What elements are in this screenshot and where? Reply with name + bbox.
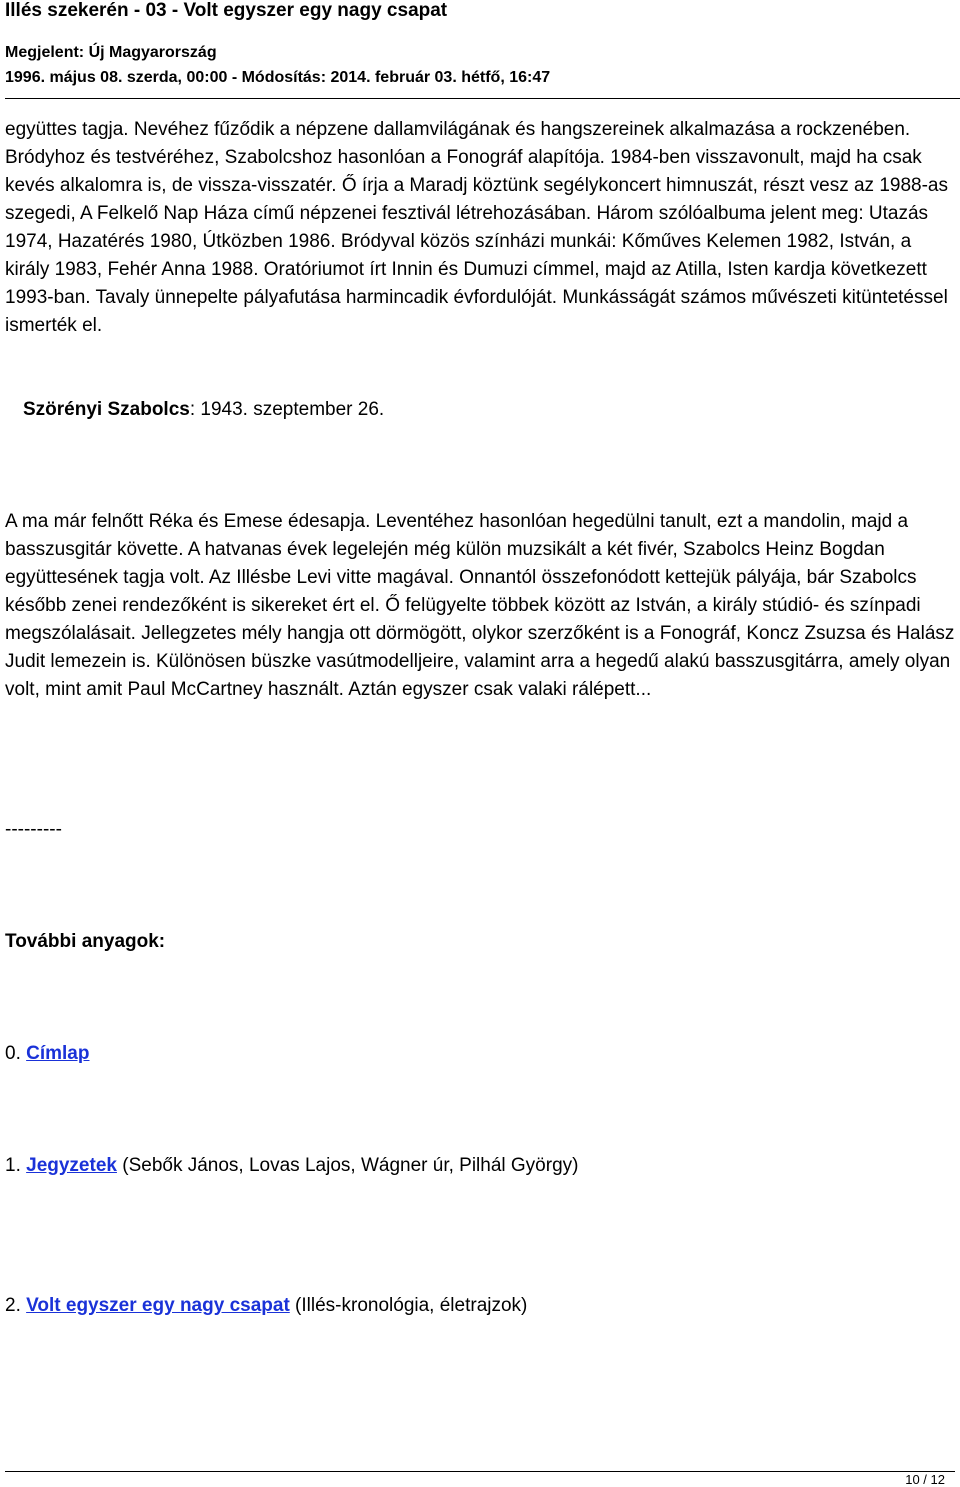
footer-divider: [5, 1471, 955, 1472]
link-cimlap[interactable]: Címlap: [26, 1043, 90, 1064]
list-item-number: 1.: [5, 1155, 27, 1176]
header-divider: [5, 98, 960, 99]
paragraph-2-text: A ma már felnőtt Réka és Emese édesapja. Leventéhez hasonlóan hegedülni tanult, ezt a mandolin, majd a basszusgitár követte. A hatvanas évek legelején még külön muzsikált a két fivér, Szabolcs Heinz Bogdan együttesének tagja volt. Az Illésbe Levi vitte magával. Onnantól összefonódott kettejük pályája, bár Szabolcs később zenei rendezőként is sikereket ért el. Ő felügyelte többek között az István, a király stúdió- és színpadi megszólalásait. Jellegzetes mély hangja ott dörmögött, olykor szerzőként is a Fonográf, Koncz Zsuzsa és Halász Judit lemezein is. Különösen büszke vasútmodelljeire, valamint arra a hegedű alakú basszusgitárra, amely olyan volt, mint amit Paul McCartney használt. Aztán egyszer csak valaki rálépett...: [5, 511, 955, 700]
paragraph-1-text: együttes tagja. Nevéhez fűződik a népzene dallamvilágának és hangszereinek alkalmazása a rockzenében. Bródyhoz és testvéréhez, Szabolcshoz hasonlóan a Fonográf alapítója. 1984-ben visszavonult, majd ha csak kevés alkalomra is, de vissza-visszatér. Ő írja a Maradj köztünk segélykoncert himnuszát, részt vesz az 1988-as szegedi, A Felkelő Nap Háza című népzenei fesztivál létrehozásában. Három szólóalbuma jelent meg: Utazás 1974, Hazatérés 1980, Útközben 1986. Bródyval közös színházi munkái: Kőműves Kelemen 1982, István, a király 1983, Fehér Anna 1988. Oratóriumot írt Innin és Dumuzi címmel, majd az Atilla, Isten kardja következett 1993-ban. Tavaly ünnepelte pályafutása harmincadik évfordulóját. Munkásságát számos művészeti kitüntetéssel ismerték el.: [5, 119, 948, 336]
published-info: Megjelent: Új Magyarország: [5, 44, 217, 61]
list-item: [5, 1040, 955, 1068]
list-item-number: 2.: [5, 1295, 27, 1316]
separator: ---------: [5, 819, 62, 840]
page-number: 10 / 12: [905, 1472, 945, 1487]
link-jegyzetek[interactable]: Jegyzetek: [26, 1155, 117, 1176]
list-item-number: 0.: [5, 1043, 27, 1064]
list-item: [5, 1152, 955, 1180]
list-item: [5, 1292, 955, 1320]
person-name: Szörényi Szabolcs: [23, 399, 190, 420]
paragraph-1: [5, 116, 955, 340]
link-volt-egyszer[interactable]: Volt egyszer egy nagy csapat: [26, 1295, 290, 1316]
list-item-note: (Illés-kronológia, életrajzok): [289, 1295, 528, 1316]
list-item-note: (Sebők János, Lovas Lajos, Wágner úr, Pilhál György): [116, 1155, 579, 1176]
further-materials-heading: További anyagok:: [5, 931, 166, 952]
person-birth: : 1943. szeptember 26.: [189, 399, 385, 420]
article-title: Illés szekerén - 03 - Volt egyszer egy nagy csapat: [5, 0, 448, 21]
paragraph-2: [5, 508, 955, 704]
page-header: [5, 0, 955, 86]
person-heading: [23, 396, 960, 424]
date-info: 1996. május 08. szerda, 00:00 - Módosítás: 2014. február 03. hétfő, 16:47: [5, 69, 551, 86]
